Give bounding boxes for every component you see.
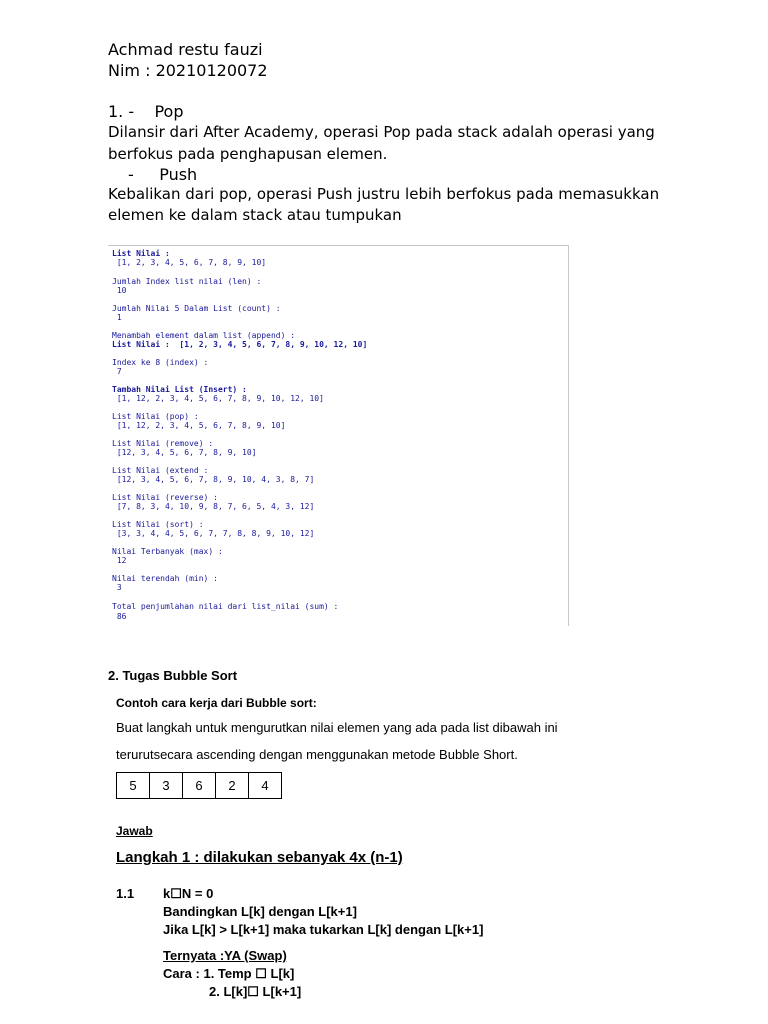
push-description-line-2: elemen ke dalam stack atau tumpukan: [108, 206, 402, 224]
jawab-label: Jawab: [116, 824, 153, 838]
number-cell: 3: [150, 773, 183, 799]
code-output-line: Index ke 8 (index) :: [112, 358, 209, 367]
code-output-line: [12, 3, 4, 5, 6, 7, 8, 9, 10, 4, 3, 8, 7]: [112, 475, 315, 484]
code-output-line: [3, 3, 4, 4, 5, 6, 7, 7, 8, 8, 9, 10, 12]: [112, 529, 315, 538]
author-name: Achmad restu fauzi: [108, 40, 263, 59]
code-output-line: [12, 3, 4, 5, 6, 7, 8, 9, 10]: [112, 448, 257, 457]
code-output-line: Jumlah Nilai 5 Dalam List (count) :: [112, 304, 281, 313]
code-output-line: Nilai terendah (min) :: [112, 574, 218, 583]
code-output-line: [1, 12, 2, 3, 4, 5, 6, 7, 8, 9, 10, 12, 10]: [112, 394, 324, 403]
pop-heading: 1. - Pop: [108, 102, 184, 121]
code-output-line: 86: [112, 612, 127, 621]
pop-description-line-2: berfokus pada penghapusan elemen.: [108, 145, 388, 163]
number-list-table: [116, 772, 282, 799]
instruction-line-1: Buat langkah untuk mengurutkan nilai elemen yang ada pada list dibawah ini: [116, 720, 558, 735]
student-id: Nim : 20210120072: [108, 61, 268, 80]
step-line-2: Bandingkan L[k] dengan L[k+1]: [163, 904, 357, 919]
section-2-heading: 2. Tugas Bubble Sort: [108, 668, 238, 683]
code-output-line: Nilai Terbanyak (max) :: [112, 547, 223, 556]
code-output-line: Total penjumlahan nilai dari list_nilai (sum) :: [112, 602, 339, 611]
number-cell: 6: [183, 773, 216, 799]
push-heading: - Push: [128, 165, 198, 184]
code-output-line: Jumlah Index list nilai (len) :: [112, 277, 262, 286]
number-cell: 4: [249, 773, 282, 799]
code-output-line: List Nilai :: [112, 249, 170, 258]
code-output-line: [1, 2, 3, 4, 5, 6, 7, 8, 9, 10]: [112, 258, 267, 267]
cara-line-1: Cara : 1. Temp ☐ L[k]: [163, 966, 295, 981]
code-output-screenshot: [108, 245, 569, 626]
number-cell: 5: [117, 773, 150, 799]
push-description-line-1: Kebalikan dari pop, operasi Push justru lebih berfokus pada memasukkan: [108, 185, 660, 203]
code-output-line: 12: [112, 556, 127, 565]
code-output-line: List Nilai : [1, 2, 3, 4, 5, 6, 7, 8, 9, 10, 12, 10]: [112, 340, 368, 349]
code-output-line: [7, 8, 3, 4, 10, 9, 8, 7, 6, 5, 4, 3, 12]: [112, 502, 315, 511]
number-cell: 2: [216, 773, 249, 799]
cara-line-2: 2. L[k]☐ L[k+1]: [209, 984, 302, 999]
code-output-line: List Nilai (sort) :: [112, 520, 204, 529]
code-output-line: List Nilai (reverse) :: [112, 493, 218, 502]
step-number: 1.1: [116, 886, 135, 901]
code-output-line: Tambah Nilai List (Insert) :: [112, 385, 247, 394]
instruction-line-2: terurutsecara ascending dengan menggunakan metode Bubble Short.: [116, 747, 518, 762]
code-output-line: Menambah element dalam list (append) :: [112, 331, 296, 340]
code-output-line: 3: [112, 583, 122, 592]
langkah-heading: Langkah 1 : dilakukan sebanyak 4x (n-1): [116, 849, 403, 866]
bubble-sort-subheading: Contoh cara kerja dari Bubble sort:: [116, 696, 317, 710]
code-output-line: 7: [112, 367, 122, 376]
code-output-line: List Nilai (pop) :: [112, 412, 199, 421]
code-output-line: 10: [112, 286, 127, 295]
code-output-line: List Nilai (remove) :: [112, 439, 214, 448]
code-output-line: [1, 12, 2, 3, 4, 5, 6, 7, 8, 9, 10]: [112, 421, 286, 430]
code-output-line: List Nilai (extend :: [112, 466, 209, 475]
ternyata-label: Ternyata :YA (Swap): [163, 948, 287, 963]
step-line-3: Jika L[k] > L[k+1] maka tukarkan L[k] dengan L[k+1]: [163, 922, 484, 937]
pop-description-line-1: Dilansir dari After Academy, operasi Pop pada stack adalah operasi yang: [108, 123, 655, 141]
code-output-line: 1: [112, 313, 122, 322]
step-line-1: k☐N = 0: [163, 886, 214, 901]
